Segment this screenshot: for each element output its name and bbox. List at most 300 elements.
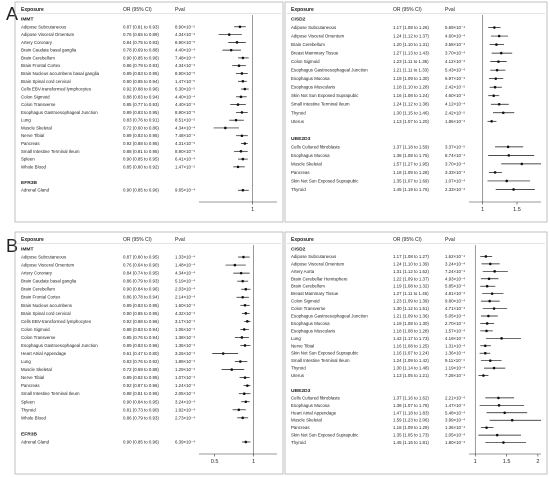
or-ci-value: 1.16 (1.08 to 1.25) — [393, 343, 429, 349]
pval-value: 7.24×10⁻⁴ — [445, 268, 466, 274]
or-ci-value: 1.30 (1.14 to 1.48) — [393, 365, 429, 371]
or-point — [496, 434, 499, 437]
exposure-label: Brain Caudate basal ganglia — [21, 47, 77, 53]
or-point — [241, 296, 244, 299]
pval-value: 5.19×10⁻⁴ — [175, 278, 196, 284]
pval-value: 2.33×10⁻⁴ — [445, 186, 466, 192]
or-point — [507, 154, 510, 157]
pval-value: 3.33×10⁻⁴ — [445, 169, 466, 175]
exposure-label: Pancreas — [21, 141, 40, 147]
exposure-label: Adipose Subcutaneous — [291, 253, 337, 259]
exposure-label: Brain Spinal cord cervical — [21, 310, 71, 316]
or-point — [240, 150, 243, 153]
exposure-label: Nerve Tibial — [291, 343, 315, 349]
exposure-label: Lung — [21, 117, 31, 123]
pval-value: 2.14×10⁻⁴ — [175, 294, 196, 300]
exposure-label: Cells Cultured fibroblasts — [291, 144, 340, 150]
or-ci-value: 1.57 (1.27 to 1.95) — [393, 161, 429, 167]
or-ci-value: 1.22 (1.09 to 1.37) — [393, 276, 429, 282]
or-point — [500, 52, 503, 55]
or-point — [491, 292, 494, 295]
gene-label-efr3b: EFR3B — [21, 180, 38, 186]
or-point — [489, 359, 492, 362]
exposure-label: Lung — [291, 335, 301, 341]
or-point — [486, 322, 489, 325]
pval-value: 4.32×10⁻⁴ — [175, 310, 196, 316]
pval-value: 4.40×10⁻⁴ — [175, 102, 196, 108]
or-ci-value: 1.13 (1.07 to 1.20) — [393, 118, 429, 124]
or-point — [237, 103, 240, 106]
or-ci-value: 0.81 (0.73 to 0.90) — [123, 407, 159, 413]
x-tick-label: 1 — [251, 207, 255, 213]
pval-value: 4.34×10⁻⁴ — [175, 270, 196, 276]
pval-value: 4.81×10⁻⁴ — [445, 291, 466, 297]
or-point — [240, 96, 243, 99]
exposure-label: Esophagus Muscularis — [291, 328, 336, 334]
pval-value: 8.90×10⁻⁵ — [175, 39, 196, 45]
or-ci-value: 0.90 (0.85 to 0.96) — [123, 439, 159, 445]
or-point — [485, 255, 488, 258]
or-point — [497, 60, 500, 63]
or-ci-value: 1.24 (1.09 to 1.42) — [393, 358, 429, 364]
or-ci-value: 1.18 (1.09 to 1.29) — [393, 425, 429, 431]
or-ci-value: 0.72 (0.59 to 0.88) — [123, 367, 159, 373]
pval-value: 7.28×10⁻⁴ — [445, 373, 466, 379]
or-point — [244, 88, 247, 91]
exposure-label: Pancreas — [21, 383, 40, 389]
exposure-label: Adrenal Gland — [21, 439, 50, 445]
or-ci-value: 0.90 (0.84 to 0.95) — [123, 399, 159, 405]
pval-value: 1.48×10⁻⁴ — [175, 262, 196, 268]
or-point — [242, 158, 245, 161]
or-point — [502, 441, 505, 444]
exposure-label: Esophagus Muscularis — [291, 84, 336, 90]
or-point — [237, 166, 240, 169]
pval-value: 5.48×10⁻⁴ — [445, 410, 466, 416]
or-point — [512, 188, 515, 191]
or-ci-value: 0.92 (0.88 to 0.95) — [123, 141, 159, 147]
exposure-label: Esophagus Gastroesophageal Junction — [21, 109, 98, 115]
pval-value: 8.90×10⁻⁵ — [175, 70, 196, 76]
or-point — [244, 344, 247, 347]
pval-value: 6.41×10⁻⁴ — [175, 156, 196, 162]
or-point — [239, 360, 242, 363]
pval-value: 1.07×10⁻⁴ — [175, 375, 196, 381]
or-ci-value: 0.76 (0.65 to 0.89) — [123, 32, 159, 38]
exposure-label: Brain Frontal Cortex — [21, 294, 61, 300]
or-point — [246, 320, 249, 323]
pval-value: 2.73×10⁻⁴ — [175, 415, 196, 421]
pval-value: 1.47×10⁻⁵ — [175, 164, 196, 170]
exposure-label: Artery Aorta — [291, 268, 315, 274]
or-point — [241, 336, 244, 339]
pval-value: 5.85×10⁻⁴ — [445, 283, 466, 289]
header-pval: Pval — [175, 7, 185, 13]
exposure-label: Colon Transverse — [291, 306, 326, 312]
or-point — [241, 134, 244, 137]
or-point — [493, 367, 496, 370]
or-point — [498, 404, 501, 407]
header-exposure: Exposure — [21, 7, 44, 13]
exposure-label: Brain Cerebellum — [21, 55, 55, 61]
pval-value: 2.42×10⁻⁵ — [445, 110, 466, 116]
or-ci-value: 1.38 (1.07 to 1.78) — [393, 402, 429, 408]
pval-value: 6.97×10⁻⁴ — [445, 76, 466, 82]
pval-value: 5.43×10⁻⁴ — [445, 67, 466, 73]
pval-value: 4.40×10⁻⁴ — [175, 47, 196, 53]
pval-value: 1.62×10⁻⁴ — [445, 253, 466, 259]
pval-value: 2.42×10⁻⁵ — [445, 84, 466, 90]
pval-value: 1.33×10⁻⁴ — [175, 254, 196, 260]
or-ci-value: 1.17 (1.08 to 1.26) — [393, 25, 429, 31]
exposure-label: Adipose Visceral Omentum — [291, 261, 345, 267]
gene-label-ube2d3: UBE2D3 — [291, 388, 311, 394]
exposure-label: Brain Cerebellum — [291, 42, 325, 48]
gene-label-immt: IMMT — [21, 247, 34, 253]
or-point — [243, 328, 246, 331]
exposure-label: Muscle Skeletal — [21, 367, 52, 373]
or-point — [244, 142, 247, 145]
x-tick-label: 1 — [473, 459, 477, 465]
or-ci-value: 0.85 (0.76 to 0.94) — [123, 334, 159, 340]
exposure-label: Small Intestine Terminal Ileum — [291, 101, 350, 107]
or-ci-value: 0.83 (0.76 to 0.92) — [123, 359, 159, 365]
or-ci-value: 1.21 (1.11 to 1.33) — [393, 67, 429, 73]
or-ci-value: 1.23 (1.11 to 1.35) — [393, 59, 429, 65]
or-ci-value: 0.86 (0.79 to 0.93) — [123, 415, 159, 421]
or-ci-value: 0.90 (0.84 to 0.96) — [123, 286, 159, 292]
or-ci-value: 0.89 (0.83 to 0.95) — [123, 109, 159, 115]
or-point — [245, 400, 248, 403]
or-ci-value: 0.92 (0.88 to 0.96) — [123, 318, 159, 324]
exposure-label: Colon Sigmoid — [291, 59, 320, 65]
or-point — [497, 397, 500, 400]
pval-value: 3.99×10⁻⁴ — [445, 417, 466, 423]
or-ci-value: 0.85 (0.80 to 0.92) — [123, 164, 159, 170]
exposure-label: Small Intestine Terminal Ileum — [21, 148, 80, 154]
exposure-label: Spleen — [21, 399, 35, 405]
or-ci-value: 0.90 (0.85 to 0.95) — [123, 156, 159, 162]
exposure-label: Muscle Skeletal — [291, 417, 322, 423]
pval-value: 7.48×10⁻⁴ — [175, 133, 196, 139]
or-ci-value: 1.31 (1.12 to 1.52) — [393, 268, 429, 274]
or-point — [500, 337, 503, 340]
or-ci-value: 1.59 (1.23 to 2.06) — [393, 417, 429, 423]
pval-value: 1.57×10⁻⁴ — [445, 328, 466, 334]
or-ci-value: 0.92 (0.88 to 0.96) — [123, 86, 159, 92]
exposure-label: Esophagus Mucosa — [291, 152, 330, 158]
exposure-label: Thyroid — [291, 440, 306, 446]
or-ci-value: 1.45 (1.16 to 1.81) — [393, 440, 429, 446]
or-ci-value: 0.86 (0.79 to 0.93) — [123, 63, 159, 69]
or-ci-value: 1.27 (1.13 to 1.43) — [393, 50, 429, 56]
pval-value: 1.31×10⁻⁴ — [445, 343, 466, 349]
or-ci-value: 1.42 (1.17 to 1.73) — [393, 335, 429, 341]
exposure-label: Adipose Visceral Omentum — [21, 262, 75, 268]
exposure-label: Esophagus Gastroesophageal Junction — [291, 313, 368, 319]
or-point — [228, 33, 231, 36]
or-point — [237, 409, 240, 412]
pval-value: 8.51×10⁻⁵ — [175, 117, 196, 123]
or-point — [484, 344, 487, 347]
pval-value: 3.58×10⁻⁴ — [445, 42, 466, 48]
or-point — [482, 374, 485, 377]
pval-value: 1.47×10⁻⁵ — [175, 78, 196, 84]
or-ci-value: 1.27 (1.11 to 1.45) — [393, 291, 429, 297]
or-ci-value: 1.20 (1.10 to 1.31) — [393, 42, 429, 48]
exposure-label: Nerve Tibial — [21, 375, 45, 381]
or-point — [242, 57, 245, 60]
or-point — [244, 304, 247, 307]
pval-value: 3.70×10⁻⁴ — [445, 161, 466, 167]
exposure-label: Colon Sigmoid — [291, 298, 320, 304]
exposure-label: Esophagus Mucosa — [291, 76, 330, 82]
exposure-label: Colon Sigmoid — [21, 326, 50, 332]
or-ci-value: 0.86 (0.78 to 0.94) — [123, 294, 159, 300]
or-point — [241, 280, 244, 283]
exposure-label: Small Intestine Terminal Ileum — [21, 391, 80, 397]
header-pval: Pval — [445, 7, 455, 13]
pval-value: 2.21×10⁻⁴ — [445, 395, 466, 401]
or-ci-value: 1.37 (1.16 to 1.62) — [393, 395, 429, 401]
or-ci-value: 0.76 (0.64 to 0.90) — [123, 262, 159, 268]
pval-value: 4.12×10⁻⁴ — [445, 59, 466, 65]
pval-value: 5.05×10⁻⁴ — [445, 313, 466, 319]
exposure-label: Brain Nucleus accumbens basal ganglia — [21, 70, 100, 76]
x-tick-label: 2 — [536, 459, 540, 465]
pval-value: 8.90×10⁻⁵ — [175, 148, 196, 154]
exposure-label: Muscle Skeletal — [291, 161, 322, 167]
pval-value: 4.31×10⁻⁵ — [175, 141, 196, 147]
or-point — [488, 300, 491, 303]
or-ci-value: 0.78 (0.69 to 0.88) — [123, 47, 159, 53]
exposure-label: Breast Mammary Tissue — [291, 291, 339, 297]
exposure-label: Adipose Subcutaneous — [21, 24, 67, 30]
or-ci-value: 1.35 (1.07 to 1.69) — [393, 178, 429, 184]
or-point — [246, 384, 249, 387]
pval-value: 1.89×10⁻⁴ — [175, 359, 196, 365]
or-point — [503, 411, 506, 414]
or-point — [230, 368, 233, 371]
or-point — [485, 426, 488, 429]
or-point — [239, 25, 242, 28]
pval-value: 3.24×10⁻⁴ — [445, 261, 466, 267]
or-ci-value: 0.72 (0.60 to 0.86) — [123, 125, 159, 131]
pval-value: 1.38×10⁻⁴ — [175, 334, 196, 340]
pval-value: 3.17×10⁻⁴ — [175, 318, 196, 324]
or-ci-value: 1.19 (1.08 to 1.32) — [393, 283, 429, 289]
exposure-label: Colon Transverse — [21, 334, 56, 340]
x-tick-label: 1 — [252, 459, 256, 465]
exposure-label: Nerve Tibial — [21, 133, 45, 139]
or-point — [245, 441, 248, 444]
pval-value: 1.35×10⁻⁴ — [175, 342, 196, 348]
exposure-label: Pancreas — [291, 425, 310, 431]
or-point — [241, 111, 244, 114]
pval-value: 4.71×10⁻⁴ — [445, 306, 466, 312]
header-exposure: Exposure — [291, 7, 314, 13]
or-point — [238, 64, 241, 67]
or-ci-value: 0.88 (0.83 to 0.94) — [123, 94, 159, 100]
pval-value: 9.11×10⁻⁴ — [445, 358, 465, 364]
or-ci-value: 0.90 (0.85 to 0.96) — [123, 187, 159, 193]
or-ci-value: 1.19 (1.09 to 1.30) — [393, 76, 429, 82]
pval-value: 4.34×10⁻⁴ — [175, 32, 196, 38]
or-ci-value: 0.61 (0.47 to 0.80) — [123, 351, 159, 357]
pval-value: 6.30×10⁻⁵ — [175, 86, 196, 92]
exposure-label: Esophagus Mucosa — [291, 320, 330, 326]
or-ci-value: 0.87 (0.81 to 0.93) — [123, 24, 159, 30]
or-ci-value: 0.88 (0.83 to 0.94) — [123, 326, 159, 332]
pval-value: 4.93×10⁻⁴ — [445, 276, 466, 282]
or-ci-value: 0.90 (0.85 to 0.94) — [123, 78, 159, 84]
or-ci-value: 0.87 (0.80 to 0.95) — [123, 254, 159, 260]
or-point — [521, 163, 524, 166]
pval-value: 4.34×10⁻⁴ — [175, 125, 196, 131]
exposure-label: Adipose Visceral Omentum — [291, 33, 345, 39]
exposure-label: Brain Nucleus accumbens — [21, 302, 73, 308]
or-ci-value: 1.23 (1.09 to 1.39) — [393, 298, 429, 304]
gene-label-ube2d3: UBE2D3 — [291, 136, 311, 142]
exposure-label: Adipose Subcutaneous — [21, 254, 67, 260]
or-point — [496, 69, 499, 72]
pval-value: 2.05×10⁻⁴ — [445, 432, 466, 438]
or-point — [243, 392, 246, 395]
or-point — [235, 119, 238, 122]
or-point — [502, 111, 505, 114]
or-point — [240, 272, 243, 275]
pval-value: 8.90×10⁻⁵ — [175, 109, 196, 115]
pval-value: 1.29×10⁻⁴ — [175, 367, 196, 373]
or-point — [245, 288, 248, 291]
pval-value: 1.19×10⁻⁴ — [445, 365, 466, 371]
or-ci-value: 0.90 (0.85 to 0.96) — [123, 55, 159, 61]
exposure-label: Skin Not Sun Exposed Suprapubic — [291, 350, 359, 356]
or-point — [511, 419, 514, 422]
exposure-label: Colon Transverse — [21, 102, 56, 108]
or-point — [498, 103, 501, 106]
exposure-label: Muscle Skeletal — [21, 125, 52, 131]
exposure-label: Skin Not Sun Exposed Suprapubic — [291, 432, 359, 438]
or-ci-value: 1.19 (1.08 to 1.30) — [393, 320, 429, 326]
or-point — [494, 86, 497, 89]
header-or: OR (95% CI) — [393, 237, 422, 243]
pval-value: 2.03×10⁻⁴ — [175, 286, 196, 292]
header-or: OR (95% CI) — [123, 7, 152, 13]
or-ci-value: 0.89 (0.83 to 0.95) — [123, 133, 159, 139]
or-point — [489, 263, 492, 266]
exposure-label: Brain Spinal cord cervical — [21, 78, 71, 84]
or-point — [507, 146, 510, 149]
exposure-label: Spleen — [21, 156, 35, 162]
pval-value: 1.60×10⁻⁴ — [175, 302, 196, 308]
or-ci-value: 1.24 (1.12 to 1.38) — [393, 101, 429, 107]
header-or: OR (95% CI) — [393, 7, 422, 13]
exposure-label: Adipose Visceral Omentum — [21, 32, 75, 38]
pval-value: 1.07×10⁻⁴ — [445, 178, 466, 184]
or-point — [493, 270, 496, 273]
or-ci-value: 0.89 (0.83 to 0.95) — [123, 302, 159, 308]
or-point — [236, 41, 239, 44]
or-ci-value: 1.24 (1.12 to 1.37) — [393, 33, 429, 39]
pval-value: 9.65×10⁻⁴ — [175, 187, 196, 193]
pval-value: 3.37×10⁻⁵ — [445, 144, 466, 150]
panel-label-A: A — [6, 4, 19, 24]
exposure-label: Esophagus Gastroesophageal Junction — [291, 67, 368, 73]
exposure-label: Adrenal Gland — [21, 187, 50, 193]
or-ci-value: 0.89 (0.83 to 0.96) — [123, 342, 159, 348]
gene-label-cisd2: CISD2 — [291, 17, 306, 23]
or-ci-value: 1.38 (1.08 to 1.75) — [393, 152, 429, 158]
exposure-label: Breast Mammary Tissue — [291, 50, 339, 56]
or-point — [245, 312, 248, 315]
or-ci-value: 1.37 (1.18 to 1.59) — [393, 144, 429, 150]
pval-value: 3.24×10⁻⁴ — [175, 399, 196, 405]
gene-label-cisd2: CISD2 — [291, 247, 306, 253]
pval-value: 4.60×10⁻⁴ — [445, 93, 466, 99]
or-point — [494, 77, 497, 80]
pval-value: 1.36×10⁻⁴ — [445, 350, 466, 356]
pval-value: 1.36×10⁻⁴ — [445, 425, 466, 431]
or-ci-value: 1.30 (1.15 to 1.46) — [393, 110, 429, 116]
or-ci-value: 0.84 (0.74 to 0.95) — [123, 270, 159, 276]
or-point — [493, 307, 496, 310]
pval-value: 6.39×10⁻⁴ — [175, 439, 196, 445]
pval-value: 1.06×10⁻⁴ — [175, 326, 196, 332]
exposure-label: Whole Blood — [21, 164, 46, 170]
pval-value: 1.92×10⁻⁴ — [175, 407, 196, 413]
exposure-label: Cells EBV-transformed lymphocytes — [21, 318, 92, 324]
exposure-label: Brain Cerebellar Hemisphere — [291, 276, 348, 282]
pval-value: 5.69×10⁻⁴ — [445, 25, 466, 31]
exposure-label: Pancreas — [291, 169, 310, 175]
pval-value: 2.70×10⁻⁴ — [445, 320, 466, 326]
pval-value: 3.26×10⁻⁴ — [175, 351, 196, 357]
pval-value: 1.86×10⁻⁴ — [445, 118, 466, 124]
exposure-label: Small Intestine Terminal Ileum — [291, 358, 350, 364]
exposure-label: Skin Not Sun Exposed Suprapubic — [291, 178, 359, 184]
or-point — [498, 35, 501, 38]
or-ci-value: 1.18 (1.08 to 1.28) — [393, 328, 429, 334]
or-point — [242, 80, 245, 83]
panel-label-B: B — [6, 236, 19, 256]
or-point — [505, 180, 508, 183]
header-exposure: Exposure — [21, 237, 44, 243]
or-ci-value: 0.88 (0.81 to 0.96) — [123, 391, 159, 397]
exposure-label: Thyroid — [291, 110, 306, 116]
exposure-label: Thyroid — [291, 365, 306, 371]
or-point — [242, 256, 245, 259]
pval-value: 4.34×10⁻⁴ — [175, 63, 196, 69]
pval-value: 8.90×10⁻⁵ — [175, 24, 196, 30]
exposure-label: Thyroid — [291, 186, 306, 192]
exposure-label: Heart Atrial Appendage — [291, 410, 337, 416]
or-point — [241, 417, 244, 420]
or-point — [244, 376, 247, 379]
or-ci-value: 1.16 (1.08 to 1.24) — [393, 93, 429, 99]
or-point — [241, 72, 244, 75]
or-ci-value: 1.13 (1.05 to 1.21) — [393, 373, 429, 379]
or-ci-value: 1.21 (1.09 to 1.36) — [393, 313, 429, 319]
exposure-label: Heart Atrial Appendage — [21, 351, 67, 357]
header-pval: Pval — [445, 237, 455, 243]
or-ci-value: 0.89 (0.82 to 0.95) — [123, 375, 159, 381]
pval-value: 3.70×10⁻⁴ — [445, 50, 466, 56]
pval-value: 4.60×10⁻⁴ — [445, 33, 466, 39]
or-ci-value: 1.18 (1.10 to 1.28) — [393, 84, 429, 90]
or-ci-value: 0.88 (0.81 to 0.95) — [123, 148, 159, 154]
or-ci-value: 1.47 (1.18 to 1.83) — [393, 410, 429, 416]
